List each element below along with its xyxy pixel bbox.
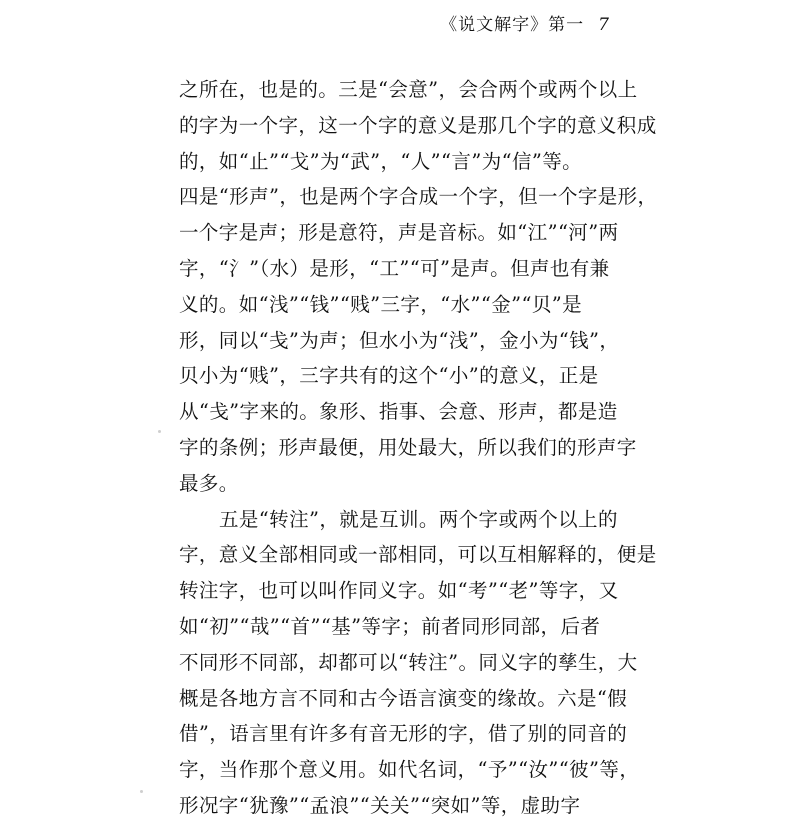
running-header xyxy=(440,10,610,35)
text-line: 借”，语言里有许多有音无形的字，借了别的同音的 xyxy=(179,722,628,746)
text-line: 形况字“犹豫”“孟浪”“关关”“突如”等，虚助字 xyxy=(179,793,581,817)
text-line: 概是各地方言不同和古今语言演变的缘故。六是“假 xyxy=(179,686,628,710)
book-title: 《说文解字》第一 xyxy=(440,15,585,35)
body-text xyxy=(179,72,658,824)
scan-speck xyxy=(158,430,161,433)
text-line: 形，同以“戋”为声；但水小为“浅”，金小为“钱”， xyxy=(179,328,620,352)
text-line: 义的。如“浅”“钱”“贱”三字，“水”“金”“贝”是 xyxy=(179,292,583,316)
text-line: 一个字是声；形是意符，声是音标。如“江”“河”两 xyxy=(179,221,619,245)
text-line: 四是“形声”，也是两个字合成一个字，但一个字是形， xyxy=(179,185,658,209)
text-line: 如“初”“哉”“首”“基”等字；前者同形同部，后者 xyxy=(179,614,601,638)
text-line: 的字为一个字，这一个字的意义是那几个字的意义积成 xyxy=(179,113,657,137)
text-line: 从“戋”字来的。象形、指事、会意、形声，都是造 xyxy=(179,400,618,424)
text-line: 字，意义全部相同或一部相同，可以互相解释的，便是 xyxy=(179,543,657,567)
page-number: 7 xyxy=(598,15,610,35)
scan-speck xyxy=(140,790,143,793)
text-line: 的，如“止”“戈”为“武”，“人”“言”为“信”等。 xyxy=(179,149,583,173)
text-line: 字，“氵”（水）是形，“工”“可”是声。但声也有兼 xyxy=(179,256,610,280)
paragraph-start-line: 五是“转注”，就是互训。两个字或两个以上的 xyxy=(219,507,618,531)
text-line: 贝小为“贱”，三字共有的这个“小”的意义，正是 xyxy=(179,364,599,388)
text-line: 转注字，也可以叫作同义字。如“考”“老”等字，又 xyxy=(179,579,619,603)
text-line: 字的条例；形声最便，用处最大，所以我们的形声字 xyxy=(179,435,637,459)
text-line: 字，当作那个意义用。如代名词，“予”“汝”“彼”等， xyxy=(179,758,640,782)
text-line: 之所在，也是的。三是“会意”，会合两个或两个以上 xyxy=(179,78,638,101)
text-line: 不同形不同部，却都可以“转注”。同义字的孳生，大 xyxy=(179,650,638,674)
text-line: 最多。 xyxy=(179,471,239,495)
